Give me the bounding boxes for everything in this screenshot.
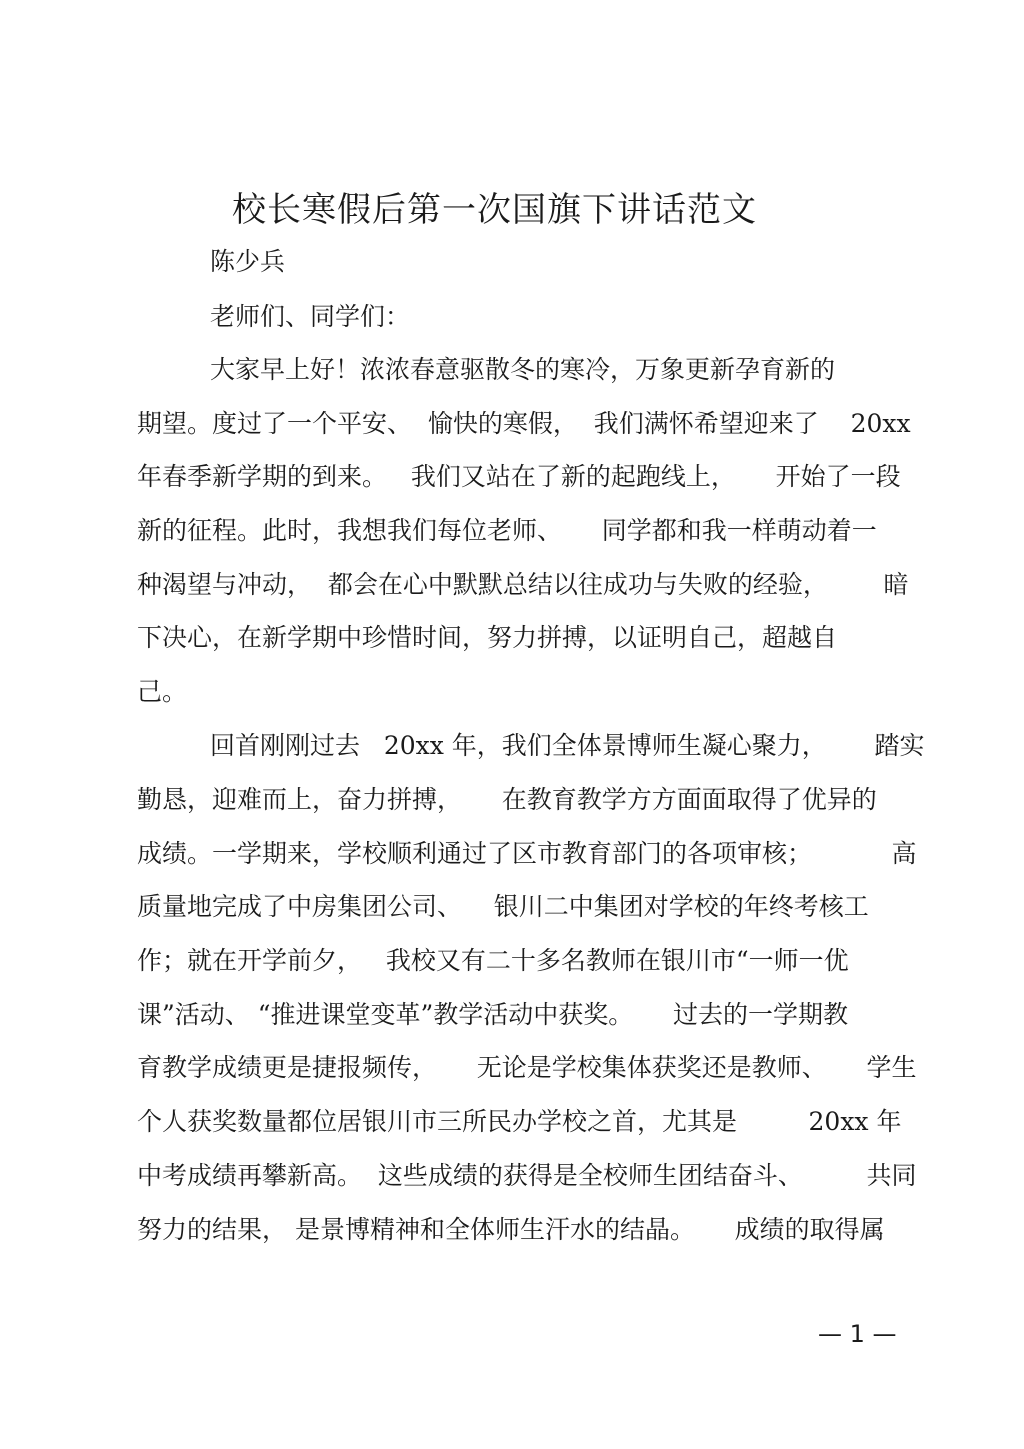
paragraph-line: 作；就在开学前夕， 我校又有二十多名教师在银川市“一师一优 — [137, 946, 849, 975]
page-title: 校长寒假后第一次国旗下讲话范文 — [232, 190, 757, 230]
paragraph-line: 中考成绩再攀新高。 这些成绩的获得是全校师生团结奋斗、 共同 — [137, 1161, 917, 1190]
paragraph-line: 课”活动、 “推进课堂变革”教学活动中获奖。 过去的一学期教 — [137, 1000, 849, 1029]
paragraph-line: 勤恳，迎难而上，奋力拼搏， 在教育教学方方面面取得了优异的 — [137, 785, 877, 814]
paragraph-line: 质量地完成了中房集团公司、 银川二中集团对学校的年终考核工 — [137, 892, 869, 921]
author-name: 陈少兵 — [210, 247, 286, 276]
paragraph-line: 努力的结果， 是景博精神和全体师生汗水的结晶。 成绩的取得属 — [137, 1215, 885, 1244]
paragraph-line: 育教学成绩更是捷报频传， 无论是学校集体获奖还是教师、 学生 — [137, 1053, 917, 1082]
paragraph-line: 下决心，在新学期中珍惜时间，努力拼搏，以证明自己，超越自 — [137, 623, 838, 652]
paragraph-line: 年春季新学期的到来。 我们又站在了新的起跑线上， 开始了一段 — [137, 462, 901, 491]
paragraph-line: 期望。度过了一个平安、 愉快的寒假， 我们满怀希望迎来了 20xx — [137, 409, 911, 438]
paragraph-line: 大家早上好！浓浓春意驱散冬的寒冷，万象更新孕育新的 — [210, 355, 836, 384]
salutation: 老师们、同学们： — [210, 302, 411, 331]
paragraph-line: 成绩。一学期来，学校顺利通过了区市教育部门的各项审核； 高 — [137, 839, 917, 868]
page-number: — 1 — — [818, 1320, 897, 1348]
paragraph-line: 种渴望与冲动， 都会在心中默默总结以往成功与失败的经验， 暗 — [137, 570, 909, 599]
paragraph-line: 回首刚刚过去 20xx 年，我们全体景博师生凝心聚力， 踏实 — [210, 731, 925, 760]
paragraph-line: 己。 — [137, 677, 188, 706]
paragraph-line: 新的征程。此时，我想我们每位老师、 同学都和我一样萌动着一 — [137, 516, 877, 545]
paragraph-line: 个人获奖数量都位居银川市三所民办学校之首，尤其是 20xx 年 — [137, 1107, 902, 1136]
